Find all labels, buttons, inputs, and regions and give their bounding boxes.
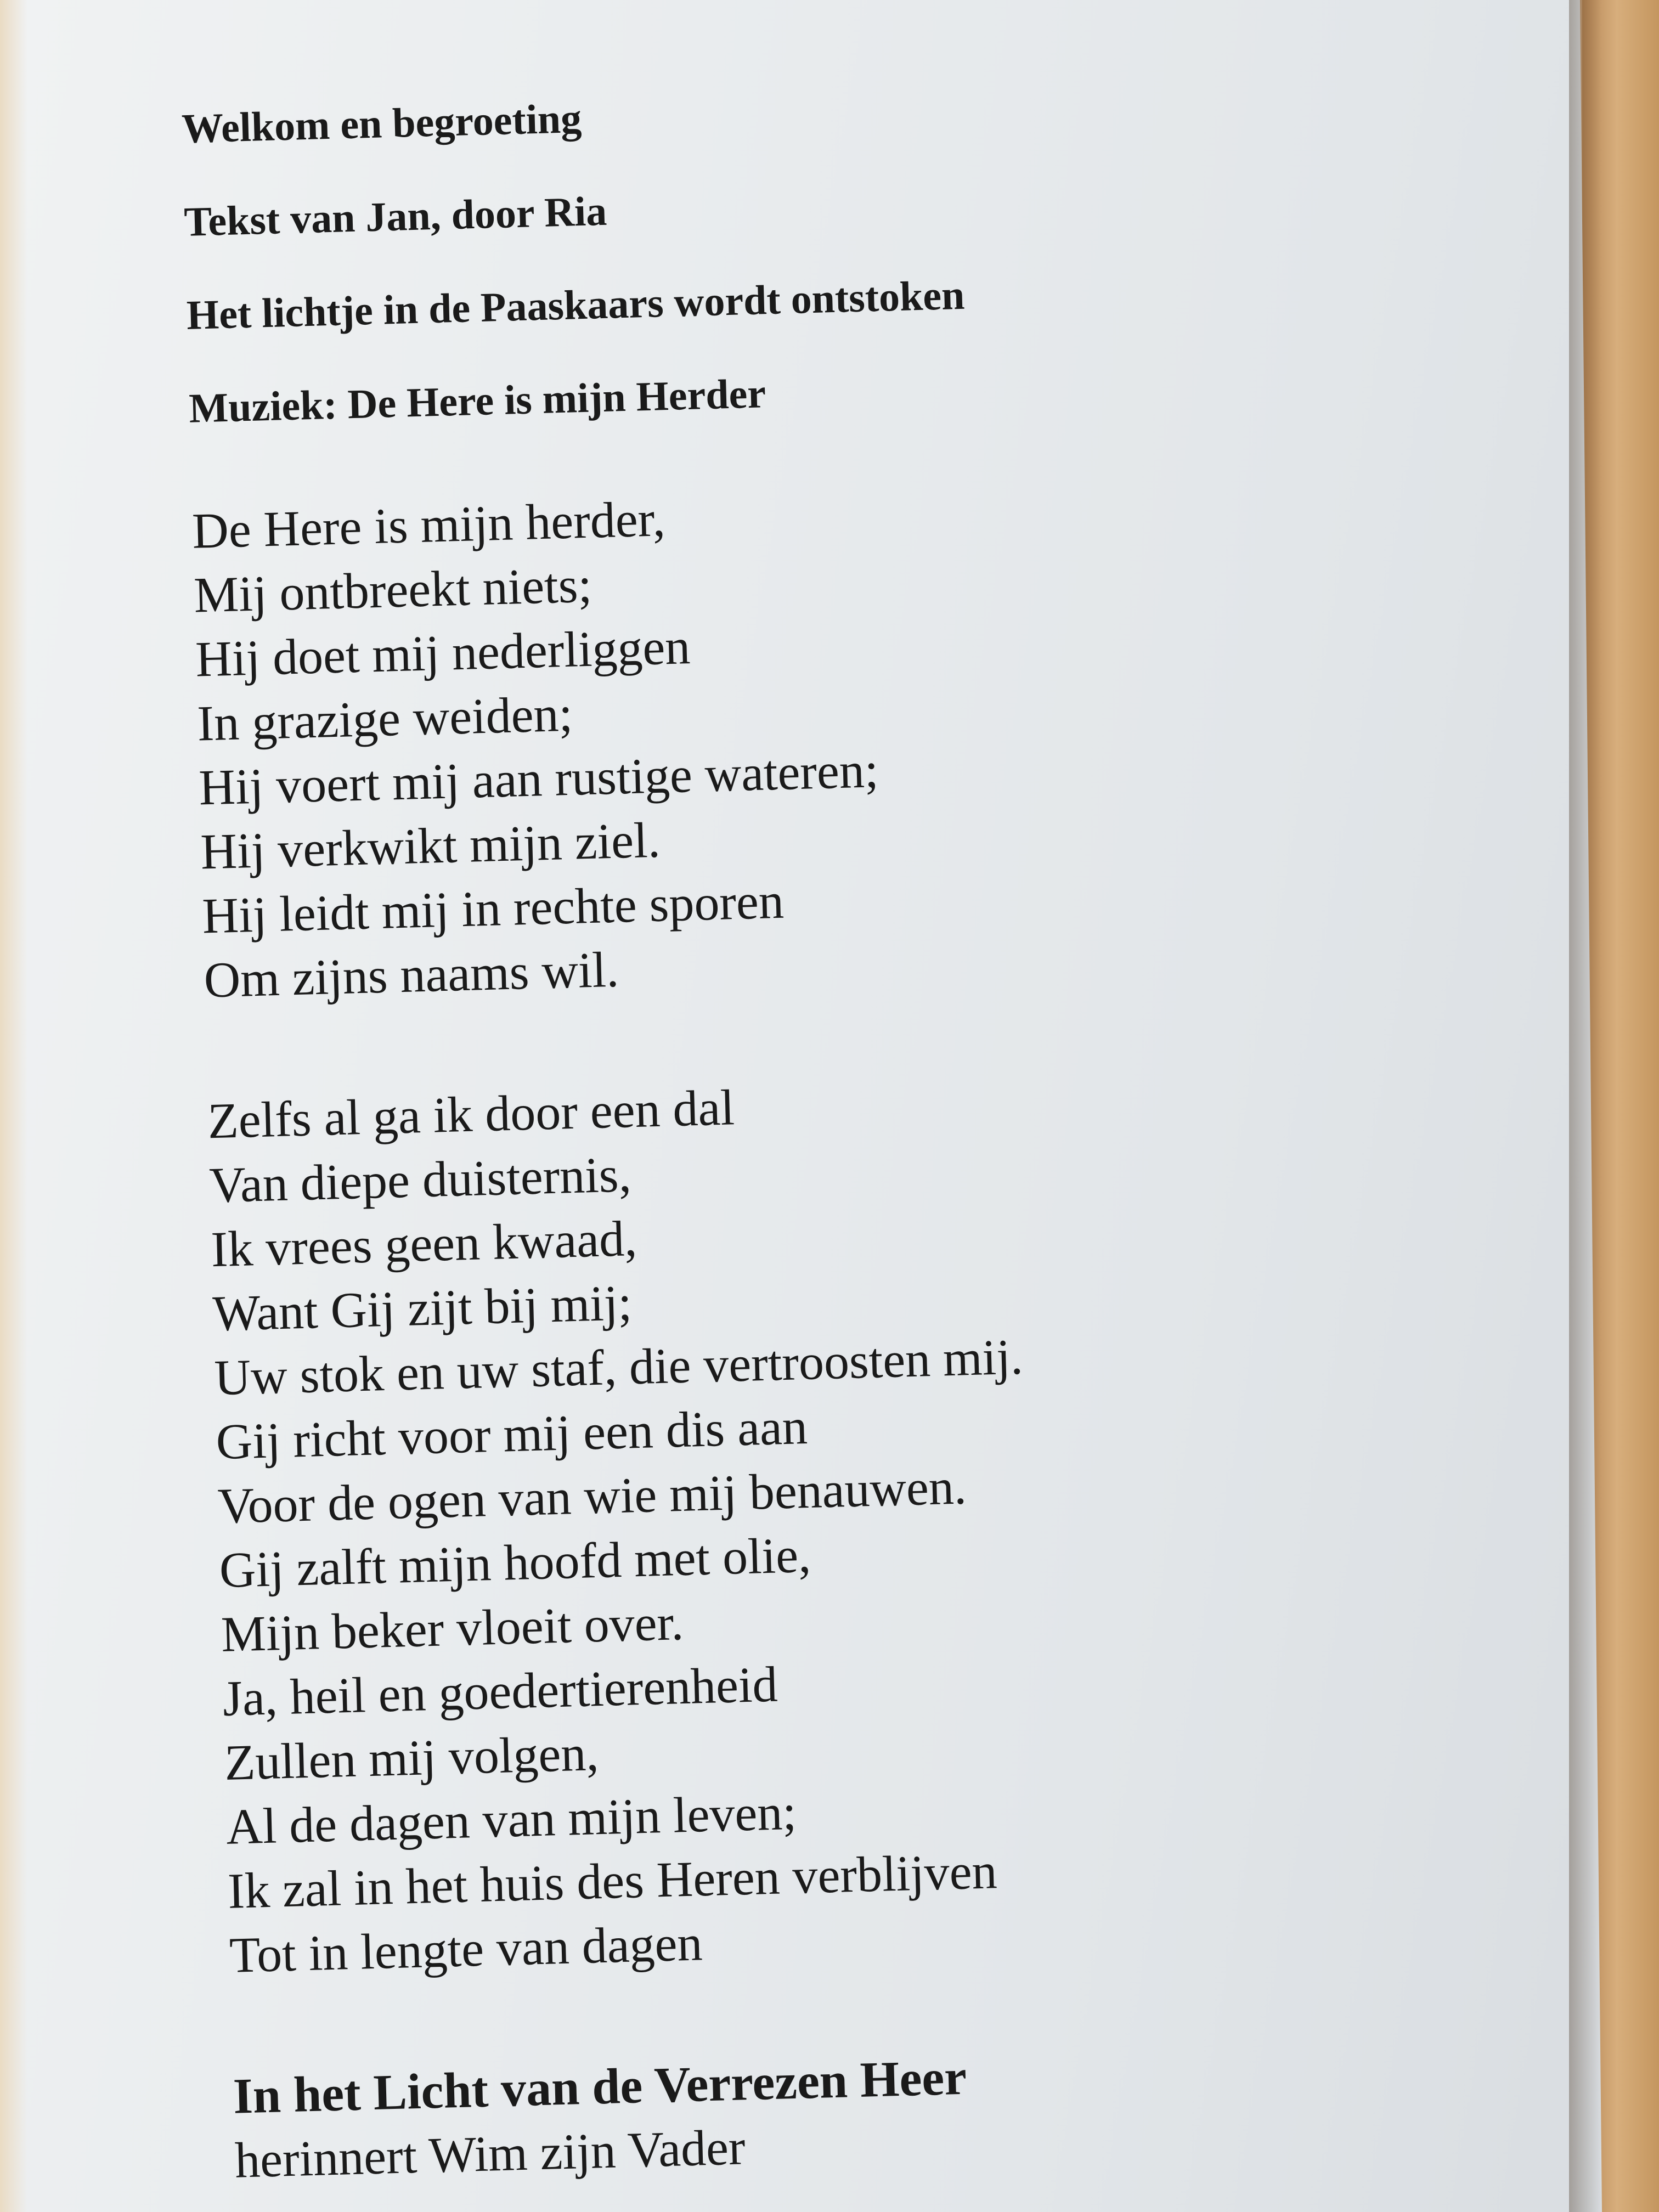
heading-text-jan: Tekst van Jan, door Ria <box>183 188 608 245</box>
verse-line: Hij doet mij nederliggen <box>195 618 691 687</box>
page-left-edge <box>0 0 27 2212</box>
heading-paaskaars: Het lichtje in de Paaskaars wordt ontstoken <box>185 272 966 338</box>
verse-line: Mijn beker vloeit over. <box>220 1594 685 1663</box>
verse-line: Gij richt voor mij een dis aan <box>215 1398 808 1470</box>
verse-line: In grazige weiden; <box>196 685 574 752</box>
verse-2 <box>207 1056 1492 1988</box>
verse-line: Want Gij zijt bij mij; <box>212 1274 633 1342</box>
heading-welcome: Welkom en begroeting <box>181 95 583 152</box>
verse-line: Tot in lengte van dagen <box>229 1915 703 1983</box>
verse-line: Al de dagen van mijn leven; <box>225 1784 798 1855</box>
verse-line: Voor de ogen van wie mij benauwen. <box>217 1458 967 1534</box>
verse-line: Zelfs al ga ik door een dal <box>207 1079 736 1149</box>
verse-line: Zullen mij volgen, <box>223 1725 600 1791</box>
verse-1 <box>191 466 1466 1013</box>
verse-line: Hij leidt mij in rechte sporen <box>201 872 785 944</box>
closing-subtitle: herinnert Wim zijn Vader <box>234 2119 746 2188</box>
page-shadow <box>1569 0 1602 2212</box>
verse-line: De Here is mijn herder, <box>191 490 666 559</box>
page-content <box>181 71 1497 2193</box>
verse-line: Ja, heil en goedertierenheid <box>222 1656 778 1726</box>
verse-line: Ik vrees geen kwaad, <box>210 1210 638 1278</box>
verse-line: Hij voert mij aan rustige wateren; <box>198 742 879 816</box>
verse-line: Hij verkwikt mijn ziel. <box>200 811 661 880</box>
verse-line: Ik zal in het huis des Heren verblijven <box>227 1843 998 1919</box>
verse-line: Van diepe duisternis, <box>208 1146 632 1214</box>
verse-line: Om zijns naams wil. <box>203 941 620 1008</box>
heading-music: Muziek: De Here is mijn Herder <box>188 370 766 432</box>
verse-line: Uw stok en uw staf, die vertroosten mij. <box>213 1328 1024 1406</box>
verse-line: Mij ontbreekt niets; <box>193 556 593 623</box>
closing-title: In het Licht van de Verrezen Heer <box>232 2049 968 2124</box>
verse-line: Gij zalft mijn hoofd met olie, <box>218 1526 812 1599</box>
